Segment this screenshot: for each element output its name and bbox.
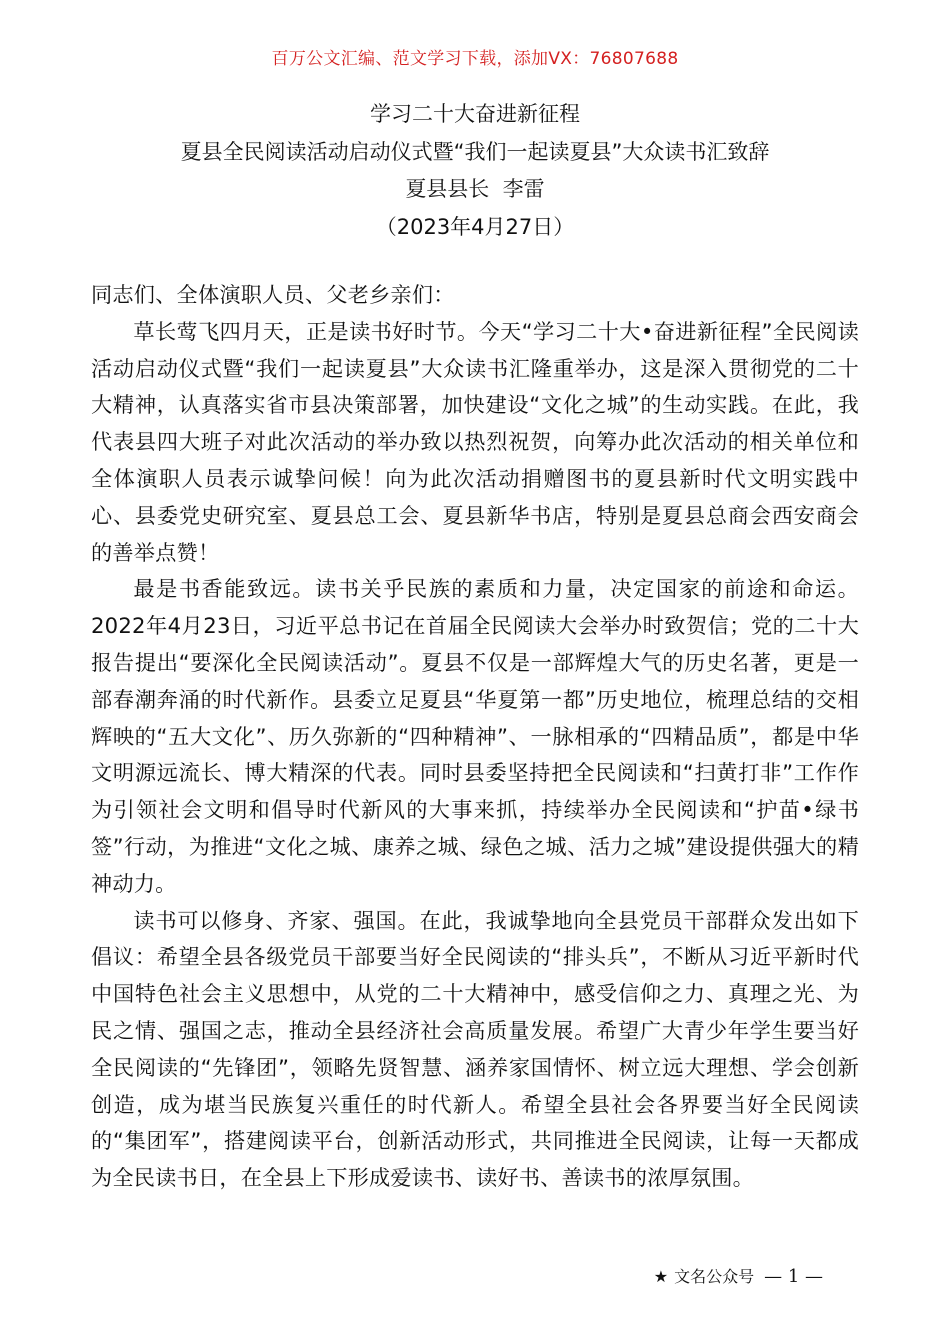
title-line-1: 学习二十大奋进新征程 [370,102,580,126]
salutation: 同志们、全体演职人员、父老乡亲们： [91,282,455,307]
speech-body [91,277,859,1197]
paragraph-1: 草长莺飞四月天，正是读书好时节。今天“学习二十大•奋进新征程”全民阅读活动启动仪式暨“我们一起读夏县”大众读书汇隆重举办，这是深入贯彻党的二十大精神，认真落实省市县决策部署，加快建设“文化之城”的生动实践。在此，我代表县四大班子对此次活动的举办致以热烈祝贺，向筹办此次活动的相关单位和全体演职人员表示诚挚问候！向为此次活动捐赠图书的夏县新时代文明实践中心、县委党史研究室、夏县总工会、夏县新华书店，特别是夏县总商会西安商会的善举点赞！ [91,318,859,565]
document-header [0,96,950,246]
date-line: （2023年4月27日） [375,214,575,239]
paragraph-2: 最是书香能致远。读书关乎民族的素质和力量，决定国家的前途和命运。2022年4月23日，习近平总书记在首届全民阅读大会举办时致贺信；党的二十大报告提出“要深化全民阅读活动”。夏县不仅是一部辉煌大气的历史名著，更是一部春潮奔涌的时代新作。县委立足夏县“华夏第一都”历史地位，梳理总结的交相辉映的“五大文化”、历久弥新的“四种精神”、一脉相承的“四精品质”，都是中华文明源远流长、博大精深的代表。同时县委坚持把全民阅读和“扫黄打非”工作作为引领社会文明和倡导时代新风的大事来抓，持续举办全民阅读和“护苗•绿书签”行动，为推进“文化之城、康养之城、绿色之城、活力之城”建设提供强大的精神动力。 [91,576,859,896]
author-line: 夏县县长 李雷 [405,177,545,201]
page-number: — 1 — [764,1266,823,1287]
watermark-text: 百万公文汇编、范文学习下载，添加VX：76807688 [271,49,679,69]
paragraph-3: 读书可以修身、齐家、强国。在此，我诚挚地向全县党员干部群众发出如下倡议：希望全县各级党员干部要当好全民阅读的“排头兵”，不断从习近平新时代中国特色社会主义思想中，从党的二十大精神中，感受信仰之力、真理之光、为民之情、强国之志，推动全县经济社会高质量发展。希望广大青少年学生要当好全民阅读的“先锋团”，领略先贤智慧、涵养家国情怀、树立远大理想、学会创新创造，成为堪当民族复兴重任的时代新人。希望全县社会各界要当好全民阅读的“集团军”，搭建阅读平台，创新活动形式，共同推进全民阅读，让每一天都成为全民读书日，在全县上下形成爱读书、读好书、善读书的浓厚氛围。 [91,907,859,1191]
footer-account: 文名公众号 [674,1267,755,1286]
star-icon: ★ [653,1267,669,1286]
title-line-2: 夏县全民阅读活动启动仪式暨“我们一起读夏县”大众读书汇致辞 [180,139,770,164]
page-footer [654,1264,823,1290]
